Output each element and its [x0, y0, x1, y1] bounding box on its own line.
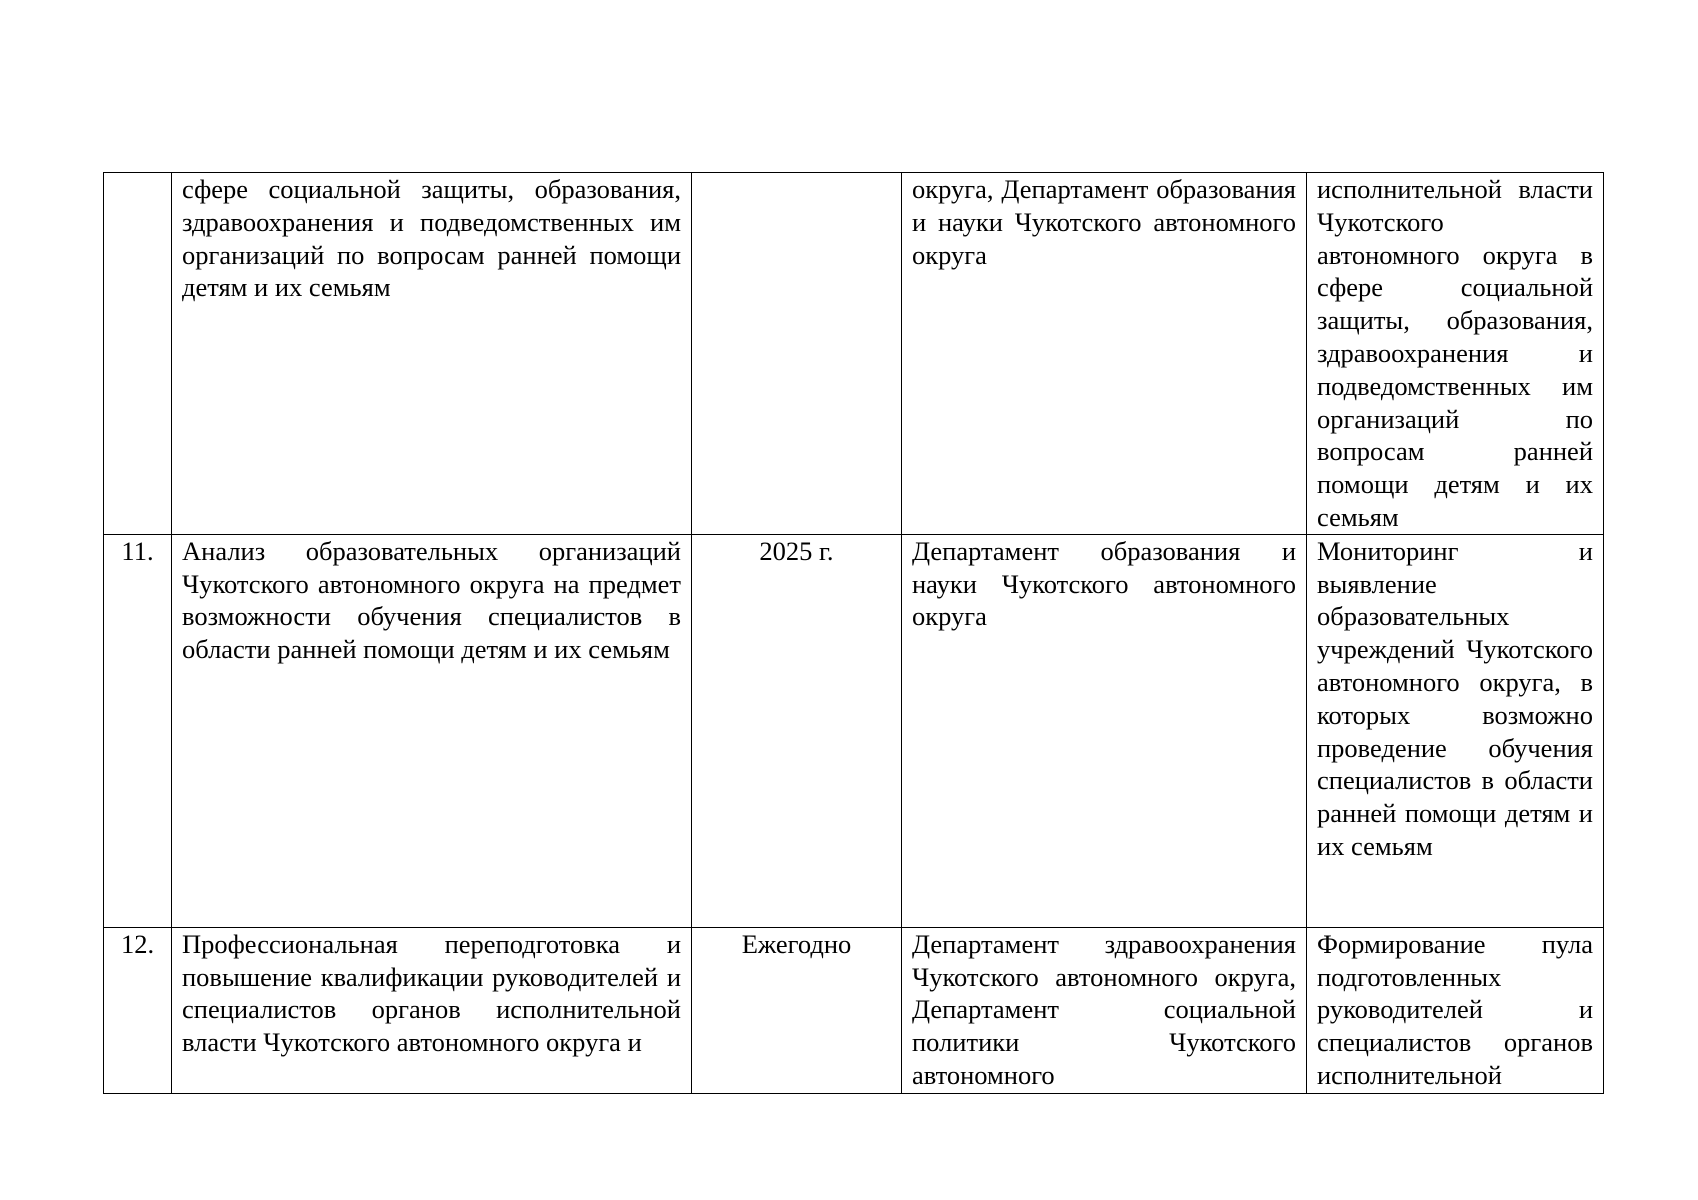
result-cell: Формирование пула подготовленных руководителей и специалистов органов исполнительной	[1307, 927, 1604, 1093]
executor-cell: Департамент образования и науки Чукотского автономного округа	[902, 534, 1307, 927]
row-number: 11.	[104, 534, 172, 927]
term-cell: Ежегодно	[692, 927, 902, 1093]
action-cell: сфере социальной защиты, образования, здравоохранения и подведомственных им организаций по вопросам ранней помощи детям и их семьям	[172, 173, 692, 535]
result-cell: исполнительной власти Чукотского автономного округа в сфере социальной защиты, образования, здравоохранения и подведомственных им организаций по вопросам ранней помощи детям и их семьям	[1307, 173, 1604, 535]
executor-cell: Департамент здравоохранения Чукотского автономного округа, Департамент социальной политики Чукотского автономного	[902, 927, 1307, 1093]
executor-cell: округа, Департамент образования и науки Чукотского автономного округа	[902, 173, 1307, 535]
action-cell: Анализ образовательных организаций Чукотского автономного округа на предмет возможности обучения специалистов в области ранней помощи детям и их семьям	[172, 534, 692, 927]
action-cell: Профессиональная переподготовка и повышение квалификации руководителей и специалистов органов исполнительной власти Чукотского автономного округа и	[172, 927, 692, 1093]
term-cell	[692, 173, 902, 535]
table-row	[104, 534, 1604, 927]
table-row	[104, 927, 1604, 1093]
row-number	[104, 173, 172, 535]
row-number: 12.	[104, 927, 172, 1093]
measures-table	[103, 172, 1604, 1094]
result-cell: Мониторинг и выявление образовательных учреждений Чукотского автономного округа, в которых возможно проведение обучения специалистов в области ранней помощи детям и их семьям	[1307, 534, 1604, 927]
term-cell: 2025 г.	[692, 534, 902, 927]
table-row	[104, 173, 1604, 535]
